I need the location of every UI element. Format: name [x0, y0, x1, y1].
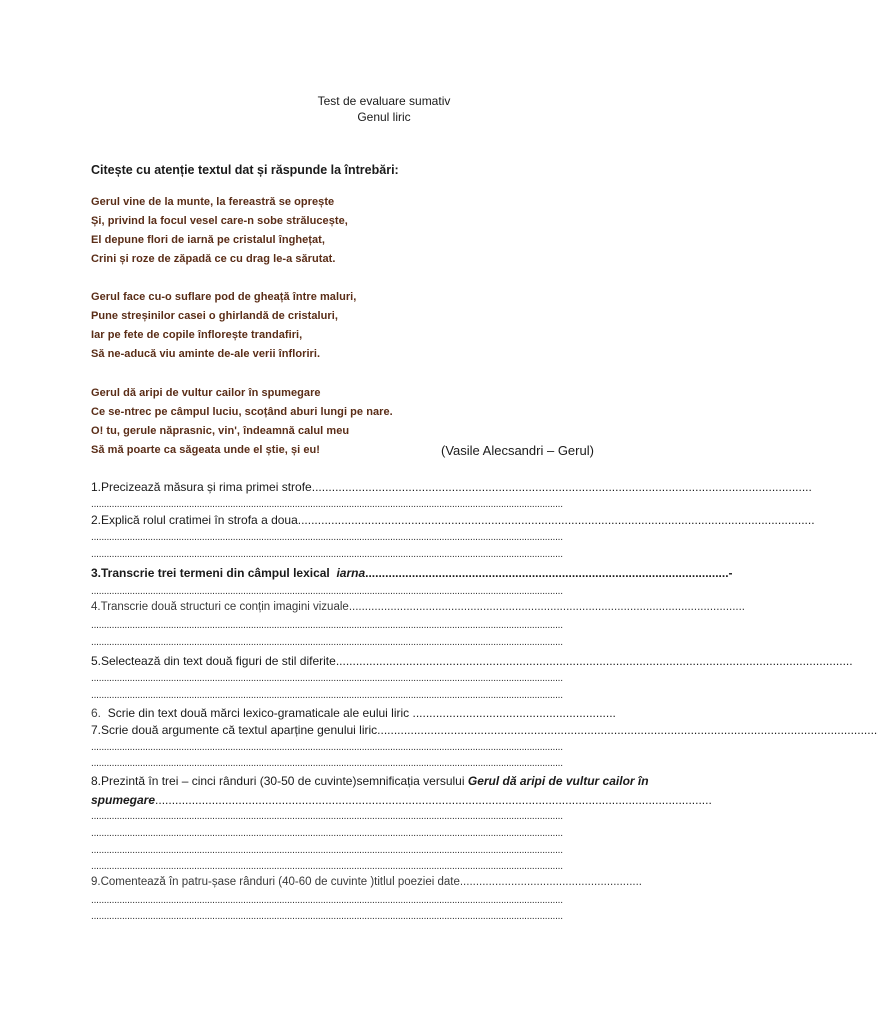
- page-title: Test de evaluare sumativ: [317, 94, 451, 108]
- poem-line: Să mă poarte ca săgeata unde el știe, și eu!: [91, 444, 321, 456]
- instruction: Citește cu atenție textul dat și răspunde la întrebări:: [91, 163, 399, 177]
- answer-line-5b[interactable]: .......................................................................................................................................................................................: [91, 690, 563, 701]
- question-8: 8.Prezintă în trei – cinci rânduri (30-50 de cuvinte)semnificația versului Gerul dă aripi de vultur cailor în: [91, 774, 649, 788]
- answer-dots: .......................................................................................................................................................................: [155, 793, 712, 807]
- answer-line-2b[interactable]: .......................................................................................................................................................................................: [91, 549, 563, 560]
- question-8-cont: [91, 793, 712, 807]
- answer-line-4a[interactable]: .......................................................................................................................................................................................: [91, 620, 563, 631]
- answer-dots: .............................................................: [412, 706, 616, 720]
- answer-line-4b[interactable]: .......................................................................................................................................................................................: [91, 637, 563, 648]
- poem-line: Gerul face cu-o suflare pod de gheață între maluri,: [91, 291, 357, 303]
- answer-line-9b[interactable]: .......................................................................................................................................................................................: [91, 911, 563, 922]
- poem-line: Crini și roze de zăpadă ce cu drag le-a sărutat.: [91, 253, 336, 265]
- answer-dots: ...........................................................................................................................................................: [335, 654, 853, 668]
- answer-dots: .............................................................................................................: [365, 566, 729, 580]
- quoted-verse: spumegare: [91, 793, 156, 807]
- question-4: 4.Transcrie două structuri ce conțin imagini vizuale............................................................................................................................: [91, 601, 746, 613]
- answer-line-8b[interactable]: .......................................................................................................................................................................................: [91, 828, 563, 839]
- poem-line: Gerul dă aripi de vultur cailor în spumegare: [91, 387, 321, 399]
- answer-line-7b[interactable]: .......................................................................................................................................................................................: [91, 758, 563, 769]
- answer-dots: ......................................................................................................................................................: [377, 723, 877, 737]
- answer-line-3[interactable]: .......................................................................................................................................................................................: [91, 586, 563, 597]
- answer-line-5a[interactable]: .......................................................................................................................................................................................: [91, 673, 563, 684]
- poem-line: Și, privind la focul vesel care-n sobe strălucește,: [91, 215, 348, 227]
- lexical-field-term: iarna: [336, 566, 366, 580]
- question-9: 9.Comentează în patru-șase rânduri (40-60 de cuvinte )titlul poeziei date.........................................................: [91, 876, 642, 888]
- poem-line: Iar pe fete de copile înflorește trandafiri,: [91, 329, 303, 341]
- question-6: 6. Scrie din text două mărci lexico-gramaticale ale eului liric .............................................................: [91, 706, 616, 720]
- page-subtitle: Genul liric: [357, 110, 411, 124]
- poem-line: Ce se-ntrec pe câmpul luciu, scoțând aburi lungi pe nare.: [91, 406, 393, 418]
- question-5: 5.Selectează din text două figuri de stil diferite...........................................................................................................................................................: [91, 654, 853, 668]
- answer-line-9a[interactable]: .......................................................................................................................................................................................: [91, 895, 563, 906]
- answer-dots: ......................................................................................................................................................: [311, 480, 812, 494]
- answer-line-8c[interactable]: .......................................................................................................................................................................................: [91, 845, 563, 856]
- answer-dots: .........................................................: [459, 876, 642, 888]
- answer-line-8a[interactable]: .......................................................................................................................................................................................: [91, 811, 563, 822]
- question-2: 2.Explică rolul cratimei în strofa a doua...........................................................................................................................................................: [91, 513, 815, 527]
- question-1: 1.Precizează măsura și rima primei strofe......................................................................................................................................................: [91, 480, 812, 494]
- answer-line-2a[interactable]: .......................................................................................................................................................................................: [91, 532, 563, 543]
- question-3: 3.Transcrie trei termeni din câmpul lexical iarna.............................................................................................................-: [91, 566, 733, 580]
- poem-author: (Vasile Alecsandri – Gerul): [441, 443, 594, 458]
- poem-line: O! tu, gerule năprasnic, vin', îndeamnă calul meu: [91, 425, 350, 437]
- answer-dots: ...........................................................................................................................................................: [297, 513, 815, 527]
- answer-line-8d[interactable]: .......................................................................................................................................................................................: [91, 861, 563, 872]
- question-7: 7.Scrie două argumente că textul aparține genului liric......................................................................................................................................................: [91, 723, 877, 737]
- poem-line: Pune streșinilor casei o ghirlandă de cristaluri,: [91, 310, 338, 322]
- poem-line: Gerul vine de la munte, la fereastră se oprește: [91, 196, 335, 208]
- poem-line: Să ne-aducă viu aminte de-ale verii înfloriri.: [91, 348, 321, 360]
- answer-line-1[interactable]: .......................................................................................................................................................................................: [91, 499, 563, 510]
- answer-dots: ............................................................................................................................: [348, 601, 746, 613]
- quoted-verse: Gerul dă aripi de vultur cailor în: [467, 774, 649, 788]
- answer-line-7a[interactable]: .......................................................................................................................................................................................: [91, 742, 563, 753]
- poem-line: El depune flori de iarnă pe cristalul înghețat,: [91, 234, 326, 246]
